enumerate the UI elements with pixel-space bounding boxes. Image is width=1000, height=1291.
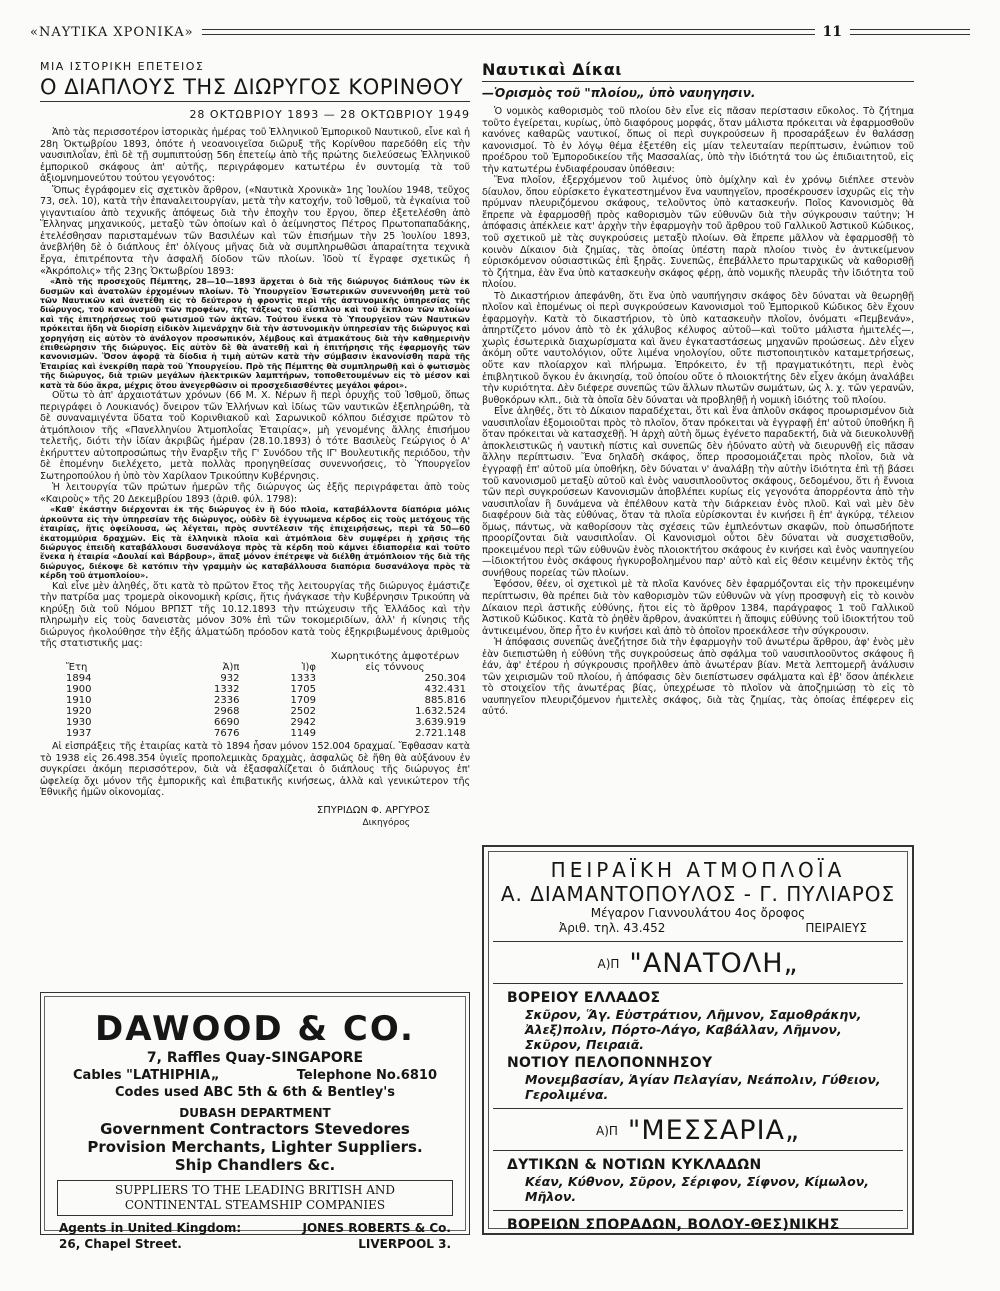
- table-cell: 1900: [66, 683, 92, 695]
- law-paragraph: Ἡ ἀπόφασις συνεπῶς ἀνεζήτησε διὰ τὴν ἐφαρμογὴν τοῦ ἀνωτέρω ἄρθρου, ἀφ' ἑνὸς μὲν ἐὰν διεπιστώθη ἡ εὐθύνη τῆς συγκρούσεως ἀπὸ σφάλμα τοῦ ναυσιπλοοῦντος σκάφους ἢ ἐάν, ἀφ' ἑτέρου ἡ σύγκρουσις προῆλθεν ἀπὸ ἀνωτέραν βίαν. Μετὰ λεπτομερῆ ἀνάλυσιν τῶν χειρισμῶν τοῦ πλοίου, ἡ ἀπόφασις δὲν διεπίστωσεν σφάλματα καὶ ἐβ' ὅσον ἀπέκλειε τὸ στοιχεῖον τῆς ἀνωτέρας βίας, ὑπεχρέωσε τὸ πλοῖον νὰ ἀποζημιώσῃ τὸ εἰς τὸ ναυπηγεῖον πλευριζόμενον ἡμιτελὲς σκάφος, διὰ τὰς ζημίας, τὰς ὁποίας ἐπέφερεν εἰς αὐτό.: [482, 637, 914, 718]
- shipping-address: Μέγαρον Γιαννουλάτου 4ος ὄροφος: [590, 906, 806, 920]
- shipping-company-name: ΠΕΙΡΑΪΚΗ ΑΤΜΟΠΛΟΪΑ: [550, 858, 846, 882]
- shipping-owners: Α. ΔΙΑΜΑΝΤΟΠΟΥΛΟΣ - Γ. ΠΥΛΙΑΡΟΣ: [500, 882, 896, 906]
- author-name: ΣΠΥΡΙΔΩΝ Φ. ΑΡΓΥΡΟΣ: [316, 804, 430, 816]
- divider: [493, 1210, 903, 1211]
- ship-name: "ΑΝΑΤΟΛΗ„: [629, 948, 799, 979]
- table-cell: 2.721.148: [415, 727, 466, 739]
- table-row: [40, 684, 470, 695]
- law-paragraph: Εἶνε ἀληθές, ὅτι τὸ Δίκαιον παραδέχεται, ὅτι καὶ ἕνα ἁπλοῦν σκάφος προωρισμένον διὰ ναυσιπλοΐαν ἐξομοιοῦται πρὸς τὸ πλοῖον, ὅταν πρόκειται νὰ ἐγγραφῇ ἐπ' αὐτοῦ ὑποθήκη ἢ ὅταν πρόκειται νὰ κατασχεθῇ. Ἡ ἀρχὴ αὐτὴ ὅμως ἐγένετο παραδεκτή, διὰ νὰ διευκολυνθῇ ἀποκλειστικῶς ἡ ναυτικὴ πίστις καὶ συνεπῶς δὲν ἠδύνατο αὐτὴ νὰ διευρυνθῇ εἰς πᾶσαν ἄλλην περίπτωσιν. Ἕνα δηλαδὴ σκάφος, ὅπερ προσομοιάζεται πρὸς πλοῖον, διὰ νὰ ἐγγραφῇ ἐπ' αὐτοῦ μία ὑποθήκη, δὲν δύναται ν' ἀναλάβῃ τὴν αὐτὴν ἰδιότητα ἐπὶ τῇ βάσει τοῦ κανονισμοῦ μεταξὺ αὐτοῦ καὶ ἑνὸς ναυσιπλοοῦντος σκάφους, δεδομένου, ὅτι ἡ ἔννοια τῶν περὶ συγκρούσεων Κανονισμῶν ἀποβλέπει κυρίως εἰς γεγονότα ἀπορρέοντα ἀπὸ τὴν ναυσιπλοΐαν ἢ δυνάμενα νὰ ἐπέλθουν κατὰ τὴν διάρκειαν ἑνὸς πλοῦ. Καὶ ναὶ μὲν δὲν διαφέρουν διὰ τὰς εὐθύνας, ὅταν τὰ πλοῖα εὑρίσκονται ἐν κινήσει ἢ ἐπ' ἀγκύρᾳ, τέλειον ὅμως, πάντως, νὰ καθορίσουν τὰς σχέσεις τῶν ἐμπλεόντων σκαφῶν, ποὺ ὁπωσδήποτε προορίζονται διὰ ναυσιπλοΐαν. Οἱ Κανονισμοὶ οὗτοι δὲν δύναται νὰ συσχετισθοῦν, προκειμένου περὶ τῶν εὐθυνῶν ἑνὸς πλοιοκτήτου σκάφους ἐν κινήσει καὶ ἑνὸς ναυπηγείου—ἰδιοκτήτου ἑνὸς σκάφους ἠγκυροβολημένου παρ' αὐτὸ καὶ εἰς θέσιν κειμένην ἐκτὸς τῆς συνήθους πορείας τῶν πλοίων.: [482, 406, 914, 579]
- table-cell: 1709: [290, 694, 316, 706]
- table-row: [40, 695, 470, 706]
- route-title: ΔΥΤΙΚΩΝ & ΝΟΤΙΩΝ ΚΥΚΛΑΔΩΝ: [507, 1157, 762, 1173]
- divider: [493, 983, 903, 984]
- table-cell: 2336: [213, 694, 240, 706]
- table-cell: 250.304: [424, 672, 466, 684]
- dawood-advertisement: [40, 992, 470, 1251]
- table-cell: 1333: [290, 672, 316, 684]
- table-cell: 7676: [213, 727, 240, 739]
- article-body: [40, 127, 470, 277]
- table-cell: 1920: [66, 705, 92, 717]
- agents-street: 26, Chapel Street.: [59, 1237, 182, 1251]
- table-cell: 1910: [66, 694, 92, 706]
- divider: [493, 1150, 903, 1151]
- table-cell: 932: [220, 672, 240, 684]
- table-cell: 3.639.919: [415, 716, 466, 728]
- dawood-agents: [45, 1216, 465, 1252]
- table-row: [40, 673, 470, 684]
- law-paragraph: Ὁ νομικὸς καθορισμὸς τοῦ πλοίου δὲν εἶνε εἰς πᾶσαν περίστασιν εὔκολος. Τὸ ζήτημα τοῦτο ἐγείρεται, κυρίως, ὑπὸ διαφόρους μορφάς, ὅταν μάλιστα πρόκειται νὰ ἐφαρμοσθοῦν κανόνες καθαρῶς ναυτικοί, ὅπως οἱ περὶ συγκρούσεων ἢ προσαράξεων ἐν θαλάσσῃ κανονισμοί. Τὸ ἐν λόγῳ θέμα ἐξετέθη εἰς μίαν τελευταίαν περίπτωσιν, ἐνώπιον τοῦ προέδρου τοῦ Ἐμποροδικείου τῆς Μασσαλίας, ὑπὸ τὴν ἰδιότητά του ὡς ἐπιδιαιτητοῦ, εἰς τὴν κατωτέρω ἐνδιαφέρουσαν ὑπόθεσιν:: [482, 106, 914, 175]
- article-paragraph: Αἱ εἰσπράξεις τῆς ἑταιρίας κατὰ τὸ 1894 ἦσαν μόνον 152.004 δραχμαί. Ἔφθασαν κατὰ τὸ 1938 εἰς 26.498.354 ὑγιεῖς προπολεμικὰς δραχμὰς, ἀσφαλῶς δὲ ἤθη θὰ αὐξάνουν ἐν συγκρίσει ἀκόμη περισσότερον, διὰ νὰ ἐξασφαλίζεται ὁ διάπλους τῆς διώρυγος ἐπ' ὠφελείᾳ ὄχι μόνον τῆς ἐμπορικῆς καὶ ἐπιβατικῆς κινήσεως, ἀλλὰ καὶ γενικώτερον τῆς Ἐθνικῆς ἡμῶν οἰκονομίας.: [40, 740, 470, 799]
- agents-label: Agents in United Kingdom:: [59, 1221, 242, 1235]
- ship-name: "ΜΕΣΣΑΡΙΑ„: [627, 1115, 800, 1146]
- law-paragraph: Τὸ Δικαστήριον ἀπεφάνθη, ὅτι ἕνα ὑπὸ ναυπήγησιν σκάφος δὲν δύναται νὰ θεωρηθῇ πλοῖον καὶ ἑπομένως οἱ περὶ συγκρούσεων Κανονισμοὶ τοῦ Ἐμπορικοῦ Κώδικος δὲν ἔχουν ἐφαρμογὴν. Κατὰ τὸ δικαστήριον, τὸ ὑπὸ κατασκευὴν πλοῖον, ὀνόματι «Πεμβενάν», ἀπηρτίζετο μόνον ἀπὸ τὸ ἐκ χάλυβος κέλυφος αὐτοῦ—καὶ τοῦτο μάλιστα ἡμιτελές—, χωρὶς ἐσωτερικὰ διαχωρίσματα καὶ ἄνευ ἐγκαταστάσεως μηχανῶν προώσεως. Δὲν εἶχεν ἀκόμη οὔτε ναυτολόγιον, οὔτε λιμένα νηολογίου, οὔτε πιστοποιητικὸν καταμετρήσεως, οὔτε καν πλοίαρχον καὶ πλήρωμα. Ἐπρόκειτο, ἐν τῇ πραγματικότητι, περὶ ἑνὸς ἐπιβλητικοῦ ὄγκου ἐν ἀκινησίᾳ, τοῦ ὁποίου οὔτε ὁ πλοιοκτήτης δὲν εἶχεν ἀκόμη ἀναλάβει τὴν κυριότητα. Δὲν διέφερε συνεπῶς τῶν ἄλλων πλωτῶν σωμάτων, ὡς λ. χ. τῶν γερανῶν, βυθοκόρων κλπ., διὰ τὰ ὁποῖα δὲν δύναται νὰ προβληθῇ ἡ νομικὴ ἰδιότης τοῦ πλοίου.: [482, 290, 914, 406]
- route-ports: Κέαν, Κύθνον, Σῦρον, Σέριφον, Σίφνον, Κίμωλον, Μῆλον.: [525, 1174, 869, 1204]
- route-title: ΒΟΡΕΙΩΝ ΣΠΟΡΑΔΩΝ, ΒΟΛΟΥ-ΘΕΣ)ΝΙΚΗΣ: [507, 1217, 840, 1233]
- law-title: Ναυτικαὶ Δίκαι: [482, 60, 623, 79]
- table-cell: 1937: [66, 727, 92, 739]
- page-number: 11: [822, 24, 842, 40]
- table-row: [40, 717, 470, 728]
- table-cell: 1149: [290, 727, 316, 739]
- masthead: [30, 22, 970, 42]
- agents-row: [59, 1236, 451, 1252]
- agents-row: [59, 1220, 451, 1236]
- dawood-contact-row: [45, 1067, 465, 1084]
- article-paragraph: Ἡ λειτουργία τῶν πρώτων ἡμερῶν τῆς διώρυγος ὡς ἑξῆς περιγράφεται ἀπὸ τοὺς «Καιροὺς» τῆς 20 Δεκεμβρίου 1893 (ἀριθ. φύλ. 1798):: [40, 482, 470, 505]
- agents-name: JONES ROBERTS & Co.: [302, 1221, 451, 1235]
- dawood-company-name: DAWOOD & CO.: [95, 1009, 415, 1049]
- table-cell: 2502: [290, 705, 316, 717]
- article-body: [40, 390, 470, 505]
- article-dateline: 28 ΟΚΤΩΒΡΙΟΥ 1893 — 28 ΟΚΤΩΒΡΙΟΥ 1949: [189, 108, 470, 121]
- dawood-telephone: Telephone No.6810: [296, 1068, 437, 1083]
- agents-city: LIVERPOOL 3.: [358, 1237, 451, 1251]
- article-maritime-law: [482, 60, 914, 718]
- table-cell: 2968: [213, 705, 240, 717]
- magazine-title: «ΝΑΥΤΙΚΑ ΧΡΟΝΙΚΑ»: [30, 24, 194, 40]
- article-quote: [40, 505, 470, 580]
- suppliers-line: CONTINENTAL STEAMSHIP COMPANIES: [124, 1198, 386, 1212]
- table-cell: 2942: [290, 716, 316, 728]
- route-ports: Μονεμβασίαν, Ἁγίαν Πελαγίαν, Νεάπολιν, Γύθειον, Γερολιμένα.: [525, 1072, 881, 1102]
- route-title: ΒΟΡΕΙΟΥ ΕΛΛΑΔΟΣ: [507, 990, 661, 1006]
- article-paragraph: Καὶ εἶνε μὲν ἀληθές, ὅτι κατὰ τὸ πρῶτον ἔτος τῆς λειτουργίας τῆς διώρυγος ἐμάστιζε τὴν πατρίδα μας τρομερὰ οἰκονομικὴ κρίσις, ἥτις ἠνάγκασε τὴν Κυβέρνησιν Τρικούπη νὰ κηρύξῃ διὰ τοῦ Νόμου ΒΡΠΣΤ τῆς 10.12.1893 τὴν πτώχευσιν τῆς Ἑλλάδος καὶ τὴν πληρωμὴν εἰς τοὺς δανειστὰς μόνον 30% ἐπὶ τῶν τοκομεριδίων, ἀλλ' ἡ κίνησις τῆς διώρυγος ἠκολούθησε τὴν ἐξῆς ἀλματώδη πρόοδον κατὰ τοὺς ἐξηκριβωμένους ἀριθμοὺς τῆς στατιστικῆς μας:: [40, 580, 470, 650]
- law-subtitle: —Ὁρισμὸς τοῦ "πλοίου„ ὑπὸ ναυηγησιν.: [482, 81, 914, 100]
- ad-frame: [44, 996, 466, 1251]
- article-paragraph: Ἀπὸ τὰς περισσοτέρον ἱστορικὰς ἡμέρας τοῦ Ἑλληνικοῦ Ἐμπορικοῦ Ναυτικοῦ, εἶνε καὶ ἡ 28η Ὀκτωβρίου 1893, ὁπότε ἡ νεοανοιγεῖσα διῶρυξ τῆς Κορίνθου παρεδόθη εἰς τὴν ναυσιπλοΐαν, ἐπὶ δὲ τῇ συμπιπτούσῃ 56η ἐπετείῳ ἀπὸ τῆς πρώτης διελεύσεως Ἑλληνικοῦ ἐμπορικοῦ σκάφους ἀπ' αὐτῆς, περιγράφομεν κατωτέρω ἐν συντομίᾳ τὰ τοῦ ἀξιομνημονεύτου τούτου γεγονότος:: [40, 127, 470, 185]
- article-headline: Ο ΔΙΑΠΛΟΥΣ ΤΗΣ ΔΙΩΡΥΓΟΣ ΚΟΡΙΝΘΟΥ: [40, 75, 470, 102]
- table-cell: 1.632.524: [415, 705, 466, 717]
- dawood-suppliers-box: [57, 1180, 453, 1216]
- table-row: [40, 706, 470, 717]
- table-cell: 6690: [213, 716, 240, 728]
- table-cell: 1894: [66, 672, 92, 684]
- article-signature: [40, 805, 470, 829]
- ship-messaria: [489, 1115, 907, 1146]
- table-cell: 1930: [66, 716, 92, 728]
- table-header: Ἰ)φ: [301, 661, 316, 673]
- article-paragraph: Ὅπως ἐγράφομεν εἰς σχετικὸν ἄρθρον, («Ναυτικὰ Χρονικὰ» 1ης Ἰουλίου 1948, τεῦχος 73, σελ. 10), κατὰ τὴν ἐπαναλειτουργίαν, μετὰ τὴν κατοχήν, τοῦ Ἰσθμοῦ, τὰ ἐγκαίνια τοῦ γιγαντιαίου ἀπὸ τεχνικῆς ἀπόψεως διὰ τὴν ἐποχὴν του ἔργου, ὅπερ ἐξετελέσθη ἀπὸ Ἕλληνας μηχανικούς, μεταξὺ τῶν ὁποίων καὶ ὁ ἀείμνηστος Πέτρος Πρωτοπαπαδάκης, ἐτελέσθησαν παρισταμένων τῶν Βασιλέων καὶ τῶν ἐπισήμων τὴν 25 Ἰουλίου 1893, ἀνεβλήθη δὲ ὁ διάπλους ἐπ' ὀλίγους μῆνας διὰ νὰ συμπληρωθῶσι ἀπαραίτητα τεχνικὰ ἔργα, ἐπιτρέποντα τὴν ἀσφαλῆ δίοδον τῶν πλοίων. Ἰδοὺ τί ἔγραφε σχετικῶς ἡ «Ἀκρόπολις» τῆς 23ης Ὀκτωβρίου 1893:: [40, 184, 470, 277]
- dawood-service-line: Provision Merchants, Lighter Suppliers.: [87, 1138, 423, 1156]
- route-title: ΝΟΤΙΟΥ ΠΕΛΟΠΟΝΝΗΣΟΥ: [507, 1055, 713, 1071]
- author-role: Δικηγόρος: [362, 817, 410, 828]
- shipping-phone: Ἀριθ. τηλ. 43.452: [559, 921, 666, 935]
- quote-akropolis: «Ἀπὸ τῆς προσεχοῦς Πέμπτης, 28—10—1893 ἄρχεται ὁ διὰ τῆς διώρυγος διάπλους τῶν ἐκ δυσμῶν καὶ ἀνατολῶν ἐρχομένων πλοίων. Τὸ Ὑπουργεῖον Ἐσωτερικῶν συνεννοήθη μετὰ τοῦ τῶν Ναυτικῶν καὶ ἀνετέθη εἰς τὸ δεύτερον ἡ φροντὶς περὶ τῆς ἀστυνομικῆς ὑπηρεσίας τῆς διώρυγος, τοῦ κανονισμοῦ τῶν προφέων, τῆς τάξεως τοῦ εἴσπλου καὶ τοῦ ἔκπλου τῶν πλοίων καὶ τῆς ἐπιτηρήσεως τοῦ φωτισμοῦ τῶν ἀκτῶν. Τούτου ἕνεκα τὸ Ὑπουργεῖον τῶν Ναυτικῶν πρόκειται ἤδη νὰ διορίσῃ εἰδικὸν λιμενάρχην διὰ τὴν ἀστυνομικὴν ὑπηρεσίαν τῆς διώρυγος καὶ χορηγήσῃ εἰς αὐτὸν τὸ ἀνάλογον προσωπικόν, λέμβους καὶ ἀτμακάτους διὰ τὴν καθημερινὴν ἐπιθεώρησιν τῆς διώρυγος. Εἰς αὐτὸν δὲ θὰ ἀνατεθῇ καὶ ἡ ἐπιτήρησις τῆς ἐφαρμογῆς τῶν κανονισμῶν. Ὅσον ἀφορᾷ τὰ δίοδια ἡ τιμὴ αὐτῶν κατὰ τὴν σύμβασιν ἐκανονίσθη παρὰ τῆς Ἑταιρίας καὶ ἐνεκρίθη παρὰ τοῦ Ὑπουργείου. Πρὸ τῆς Πέμπτης θὰ συμπληρωθῇ καὶ ὁ φωτισμὸς τῆς διώρυγος, διὰ τριῶν μεγάλων ἠλεκτρικῶν λαμπτήρων, τοποθετουμένων εἰς τὸ μέσον καὶ κατὰ τὰ δύο ἄκρα, μέχρις ὅτου ἀνεγερθῶσιν οἱ προσχεδιασθέντες μεγάλοι φάροι».: [40, 277, 470, 390]
- table-header-row: [40, 651, 470, 673]
- dawood-service-line: Ship Chandlers &c.: [174, 1156, 336, 1174]
- law-paragraph: Ἐφόσον, θέεν, οἱ σχετικοὶ μὲ τὰ πλοῖα Κανόνες δὲν ἐφαρμόζονται εἰς τὴν προκειμένην περίπτωσιν, θὰ πρέπει διὰ τὸν καθορισμὸν τῶν εὐθυνῶν νὰ γίνῃ προσφυγὴ εἰς τὸ κοινὸν Δίκαιον περὶ ἀστικῆς εὐθύνης, ἤτοι εἰς τὸ ἄρθρον 1384, παράγραφος 1 τοῦ Γαλλικοῦ Ἀστικοῦ Κώδικος. Κατὰ τὸ ῥηθὲν ἄρθρον, ἀνακύπτει ἡ ἄποψις εὐθύνης τοῦ ἰδιοκτήτου τοῦ ἀντικειμένου, ὅπερ ἦτο ἐν κινήσει καὶ ἀπὸ τὸ ὁποῖον προεκάλεσε τὴν σύγκρουσιν.: [482, 579, 914, 637]
- shipping-city: ΠΕΙΡΑΙΕΥΣ: [805, 921, 867, 935]
- table-cell: 885.816: [424, 694, 466, 706]
- table-header: Χωρητικότης ἀμφοτέρων εἰς τόννους: [330, 650, 460, 673]
- article-body: [40, 741, 470, 799]
- table-cell: 432.431: [424, 683, 466, 695]
- dawood-codes: Codes used ABC 5th & 6th & Bentley's: [114, 1085, 395, 1100]
- quote-kairoi: «Καθ' ἑκάστην διέρχονται ἐκ τῆς διώρυγος ἐν ἢ δύο πλοῖα, καταβάλλοντα δίαπόρια μόλις ἀρκοῦντα εἰς τὴν ὑπηρεσίαν τῆς διώρυγος, οὐδὲν δὲ ἐγγυωμενα κέρδος εἰς τοὺς μετόχους τῆς ἑταιρίας, ἥτις ὀφείλουσα, ὡς λέγεται, πρὸς συντέλεσιν τῆς ἐπιχειρήσεως, περὶ τὰ 50—60 ἑκατομμύρια δραχμῶν. Εἰς τὰ ἑλληνικὰ πλοῖα καὶ ἀτμόπλοια δὲν συμφέρει ἡ χρῆσις τῆς διώρυγος ἐπειδὴ καταβάλλουσι δυσανάλογα πρὸς τὰ κέρδη ποὺ κάμνει ἐδιαπορέια καὶ τοῦτο ἕνεκα ἡ ἐταιρία «Δουλαί καὶ Βάρβουρ», ἅπαξ μόνον ἐπέτρεψε νὰ διέλθῃ ἀτμόπλοιον τῆς διὰ τῆς διώρυγος, διέκοψε δὲ κατόπιν τὴν γραμμὴν ὡς καταβάλλουσα διαπόρια δυσανάλογα πρὸς τὰ κέρδη τοῦ ἀτμοπλοίου».: [40, 505, 470, 581]
- article-paragraph: Οὕτω τὸ ἀπ' ἀρχαιοτάτων χρόνων (66 Μ. Χ. Νέρων ἢ περὶ ὀρυχῆς τοῦ Ἰσθμοῦ, ὅπως περιγράφει ὁ Λουκιανός) ὄνειρον τῶν Ἑλλήνων καὶ ἰδίως τῶν ναυτικῶν ἐξεπληρώθη, τὰ δὲ συναναμιγέντα ὕδατα τοῦ Κορινθιακοῦ καὶ Σαρωνικοῦ κόλπου διέσχισε πρῶτον τὸ ἀτμόπλοιον τῆς «Πανελληνίου Ἀτμοπλοΐας Ἑταιρίας», μὴ γενομένης ἄλλης ἐπισήμου τελετῆς, διότι τὴν ἰδίαν ἀκριβῶς ἡμέραν (28.10.1893) ὁ τότε Βασιλεὺς Γεώργιος ὁ Α' ἐκήρυττεν αὐτοπροσώπως τὴν ἔναρξιν τῆς Γ' Συνόδου τῆς ΙΓ' Βουλευτικῆς περιόδου, τὴν δὲ ἑπομένην διελέχετο, μετὰ πολλὰς προηγηθείσας συνεννοήσεις, τὸ Ὑπουργεῖον Σωτηροπούλου ἡ ὑπὸ τὸν Χαρίλαον Τρικούπην Κυβέρνησις.: [40, 389, 470, 482]
- divider: [493, 1108, 903, 1109]
- suppliers-line: SUPPLIERS TO THE LEADING BRITISH AND: [114, 1183, 395, 1197]
- shipping-advertisement: [482, 845, 914, 1235]
- ship-prefix: Α)Π: [597, 956, 620, 971]
- table-cell: 1705: [290, 683, 316, 695]
- masthead-rule: [202, 29, 815, 35]
- ship-prefix: Α)Π: [596, 1123, 618, 1138]
- law-body: [482, 106, 914, 718]
- ship-anatoli: [489, 948, 907, 979]
- article-quote: [40, 277, 470, 390]
- table-cell: 1332: [213, 683, 240, 695]
- article-body: [40, 581, 470, 650]
- table-row: [40, 728, 470, 739]
- route-ports: Σκῦρον, Ἅγ. Εὐστράτιον, Λῆμνον, Σαμοθράκην, Ἀλεξ)πολιν, Πόρτο-Λάγο, Καβάλλαν, Λῆμνον, Σκῦρον, Πειραιᾶ.: [525, 1007, 862, 1052]
- article-corinth-canal: [40, 60, 470, 829]
- article-kicker: ΜΙΑ ΙΣΤΟΡΙΚΗ ΕΠΕΤΕΙΟΣ: [40, 60, 205, 73]
- masthead-rule-right: [850, 29, 970, 35]
- canal-statistics-table: [40, 651, 470, 739]
- dawood-cables: Cables "LATHIPHIA„: [73, 1068, 220, 1083]
- divider: [493, 941, 903, 942]
- law-paragraph: Ἕνα πλοῖον, ἐξερχόμενον τοῦ λιμένος ὑπὸ ὁμίχλην καὶ ἐν χρόνῳ διέπλεε στενὸν δίαυλον, ὅπου εὑρίσκετο ἐγκατεστημένον ἕνα ναυπηγεῖον, προσέκρουσεν ἰσχυρῶς εἰς τὴν πρύμναν πλευριζόμενου σκάφους, τελοῦντος ὑπὸ κατασκευήν. Ποῖος Κανονισμὸς θὰ ἔπρεπε νὰ ἐφαρμοσθῇ πρὸς καθορισμὸν τῶν εὐθυνῶν διὰ τὴν σύγκρουσιν ταύτην; Ἡ ἀπόφασις ἀπέκλειε κατ' ἀρχὴν τὴν ἐφαρμογὴν τοῦ ἄρθρου τοῦ Γαλλικοῦ Ἀστικοῦ Κώδικος, τοῦ σχετικοῦ μὲ τὰς συγκρούσεις μεταξὺ πλοίων. Θὰ ἔπρεπε μᾶλλον νὰ ἐφαρμοσθῇ τὸ κοινὸν Δίκαιον διὰ ζημίας, τὰς ὁποίας ὑπέστη παρὰ πλοίου τινὸς ἐν ἀντικείμενον εὑρισκόμενον οὐσιαστικῶς ἐπὶ ξηρᾶς. Συνεπῶς, ἐπεβάλλετο πρωταρχικῶς νὰ καθορισθῇ τὸ ζήτημα, ἐὰν ἕνα ὑπὸ κατασκευὴν σκάφος φέρῃ, ἀπὸ νομικῆς πλευρᾶς τὴν ἰδιότητα τοῦ πλοίου.: [482, 175, 914, 291]
- shipping-contact-row: [489, 921, 907, 935]
- ad-frame: [488, 851, 908, 1233]
- table-header: Ἔτη: [66, 661, 88, 673]
- dawood-address: 7, Raffles Quay-SINGAPORE: [146, 1050, 364, 1066]
- table-header: Ἀ)π: [222, 661, 240, 673]
- dawood-department: DUBASH DEPARTMENT: [179, 1106, 331, 1120]
- dawood-service-line: Government Contractors Stevedores: [100, 1120, 410, 1138]
